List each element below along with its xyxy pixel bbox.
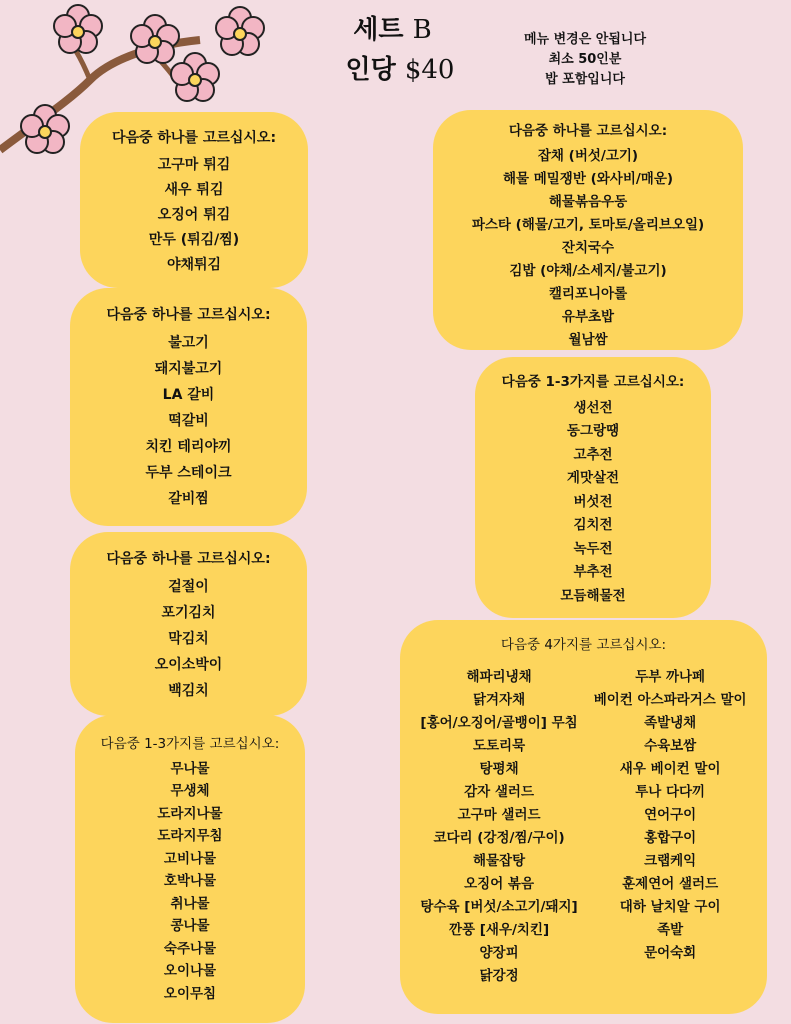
menu-item: 오이무침 <box>163 985 217 1002</box>
section-header: 다음중 4가지를 고르십시오: <box>500 637 667 653</box>
menu-item: 유부초밥 <box>561 309 615 325</box>
menu-item: 대하 날치알 구이 <box>619 899 721 915</box>
menu-item: 도라지나물 <box>157 805 223 822</box>
menu-item: 돼지불고기 <box>154 361 223 377</box>
note-line: 최소 50인분 <box>548 52 622 67</box>
menu-item: 월남쌈 <box>568 332 608 348</box>
menu-item: 포기김치 <box>161 605 216 621</box>
menu-item: 동그랑땡 <box>566 423 620 439</box>
menu-item: 고구마 튀김 <box>157 157 231 173</box>
menu-item: 야채튀김 <box>166 257 222 273</box>
menu-item: 겉절이 <box>168 579 209 595</box>
menu-item: 투나 다다끼 <box>635 784 706 800</box>
menu-item: 해파리냉채 <box>466 669 532 685</box>
menu-item: 연어구이 <box>644 807 697 823</box>
namul-section <box>75 715 305 1023</box>
menu-item: 새우 튀김 <box>164 182 224 198</box>
section-header: 다음중 하나를 고르십시오: <box>508 123 668 139</box>
menu-item: 김치전 <box>573 517 613 533</box>
menu-item: 김밥 (야채/소세지/불고기) <box>509 263 667 279</box>
menu-item: 고구마 샐러드 <box>457 807 541 823</box>
menu-item: 고추전 <box>573 446 613 463</box>
menu-item: 오이나물 <box>163 963 217 979</box>
menu-item: 생선전 <box>573 399 613 416</box>
price-per-person: 인당 $40 <box>345 55 455 85</box>
menu-item: 홍합구이 <box>644 830 697 846</box>
menu-item: 갈비찜 <box>168 491 209 507</box>
noodle-rice-section <box>433 110 743 350</box>
menu-item: 닭겨자채 <box>472 692 526 708</box>
menu-item: 코다리 (강정/찜/구이) <box>433 830 565 846</box>
left-column <box>420 666 577 988</box>
right-column <box>594 666 747 988</box>
menu-item: 숙주나물 <box>163 940 217 957</box>
main-dish-section <box>70 288 307 526</box>
section-header: 다음중 하나를 고르십시오: <box>106 551 271 567</box>
menu-item: 막김치 <box>168 631 209 647</box>
menu-item: 탕수육 [버섯/소고기/돼지] <box>420 899 578 915</box>
menu-item: 베이컨 아스파라거스 말이 <box>593 692 747 708</box>
menu-item: 부추전 <box>573 564 613 580</box>
menu-item: 불고기 <box>168 335 209 351</box>
menu-item: 크랩케익 <box>644 853 697 869</box>
menu-item: 해물볶음우동 <box>548 194 628 210</box>
menu-item: 새우 베이컨 말이 <box>619 761 721 777</box>
menu-item: 모듬해물전 <box>560 587 626 604</box>
kimchi-section <box>70 532 307 716</box>
menu-item: 무생체 <box>170 783 210 799</box>
menu-item: 오징어 튀김 <box>157 207 231 223</box>
menu-item: 두부 까나페 <box>635 669 706 685</box>
menu-item: 오이소박이 <box>154 657 223 673</box>
menu-item: 녹두전 <box>573 540 613 557</box>
menu-item: 두부 스테이크 <box>145 465 232 481</box>
menu-item: 잡채 (버섯/고기) <box>537 148 639 164</box>
menu-item: 백김치 <box>168 683 209 699</box>
menu-item: 콩나물 <box>170 918 210 934</box>
section-header: 다음중 하나를 고르십시오: <box>111 130 277 146</box>
set-title: 세트 B <box>353 15 432 45</box>
menu-item: 떡갈비 <box>168 413 209 429</box>
menu-item: 감자 샐러드 <box>464 784 535 800</box>
menu-item: 고비나물 <box>163 850 217 867</box>
menu-item: 취나물 <box>170 895 210 912</box>
menu-item: 수육보쌈 <box>644 738 697 754</box>
menu-item: 탕평채 <box>479 761 519 777</box>
menu-item: 버섯전 <box>573 493 613 510</box>
menu-item: 캘리포니아롤 <box>548 286 628 302</box>
menu-item: 깐풍 [새우/치킨] <box>448 922 550 938</box>
note-line: 메뉴 변경은 안됩니다 <box>523 32 647 47</box>
menu-item: 무나물 <box>170 760 210 777</box>
menu-item: 게맛살전 <box>566 470 620 486</box>
menu-item: 도라지무침 <box>157 828 223 844</box>
section-header: 다음중 하나를 고르십시오: <box>106 307 271 323</box>
menu-item: 해물잡탕 <box>472 853 526 869</box>
menu-item: 닭강정 <box>479 968 519 984</box>
note-line: 밥 포함입니다 <box>545 72 625 87</box>
menu-item: 족발냉채 <box>644 715 697 731</box>
side-dish-section <box>400 620 767 1014</box>
menu-item: 호박나물 <box>163 873 217 889</box>
menu-item: 족발 <box>657 922 684 938</box>
menu-item: 잔치국수 <box>561 240 615 256</box>
menu-item: [홍어/오징어/골뱅이] 무침 <box>420 715 578 731</box>
menu-item: 파스타 (해물/고기, 토마토/올리브오일) <box>471 217 705 233</box>
section-header: 다음중 1-3가지를 고르십시오: <box>100 736 280 752</box>
menu-item: 오징어 볶음 <box>464 876 535 892</box>
jeon-section <box>475 357 711 618</box>
menu-item: 치킨 테리야끼 <box>145 439 232 455</box>
menu-item: 도토리묵 <box>472 738 526 754</box>
menu-item: 훈제연어 샐러드 <box>622 876 719 892</box>
section-header: 다음중 1-3가지를 고르십시오: <box>501 374 685 390</box>
menu-item: 해물 메밀쟁반 (와사비/매운) <box>502 171 674 187</box>
menu-item: 양장피 <box>479 945 519 961</box>
menu-notes <box>500 30 670 90</box>
menu-item: LA 갈비 <box>162 387 215 403</box>
menu-item: 만두 (튀김/찜) <box>148 232 240 248</box>
menu-item: 문어숙회 <box>644 945 697 961</box>
fried-food-section <box>80 112 308 288</box>
